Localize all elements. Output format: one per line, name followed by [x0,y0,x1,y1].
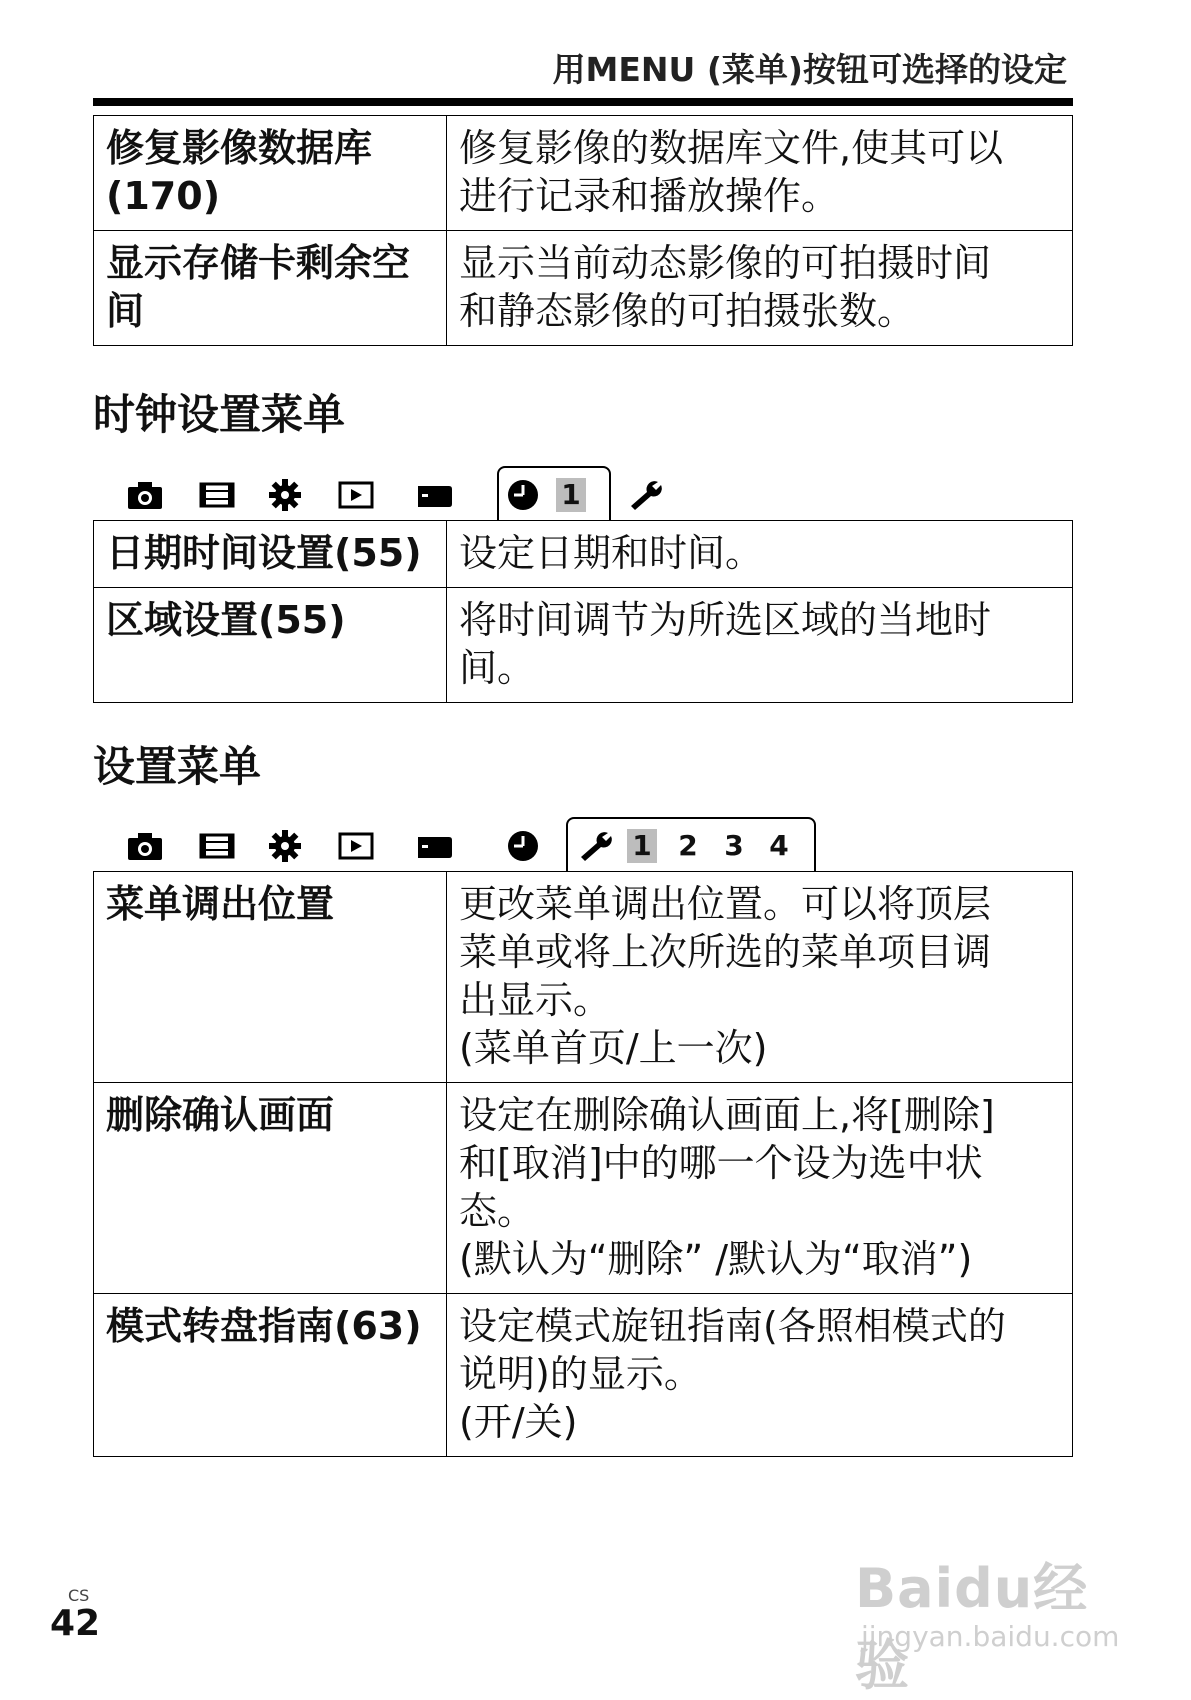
table-row [94,872,1073,1083]
clock-icon[interactable] [503,829,543,863]
tab-page-2[interactable]: 2 [678,829,698,862]
gear-icon[interactable] [265,478,305,512]
wrench-icon[interactable] [575,829,615,863]
clock-table [93,520,1073,703]
watermark-logo: Baidu经验 [855,1557,1089,1697]
header-title: 用MENU (菜单)按钮可选择的设定 [552,50,1067,89]
row-desc: 显示当前动态影像的可拍摄时间 和静态影像的可拍摄张数。 [447,231,1073,346]
page-number: 42 [50,1603,101,1644]
setup-menu-tabs [93,817,1073,871]
watermark-url: jingyan.baidu.com [861,1620,1120,1653]
wrench-icon[interactable] [625,478,665,512]
table-row [94,588,1073,703]
clock-menu-tabs [93,466,1073,520]
gear-icon[interactable] [265,829,305,863]
card-icon[interactable] [415,829,455,863]
row-name: 显示存储卡剩余空间 [94,231,447,346]
page-header [93,38,1073,106]
row-name: 删除确认画面 [94,1083,447,1294]
table-row [94,521,1073,588]
row-desc: 修复影像的数据库文件,使其可以 进行记录和播放操作。 [447,116,1073,231]
tab-page-1[interactable]: 1 [556,478,586,512]
setup-section-title: 设置菜单 [93,742,262,791]
table-row [94,1083,1073,1294]
film-icon[interactable] [197,478,237,512]
playback-icon[interactable] [336,478,376,512]
watermark [855,1540,1135,1697]
clock-section-title: 时钟设置菜单 [93,390,346,439]
row-desc: 更改菜单调出位置。可以将顶层 菜单或将上次所选的菜单项目调 出显示。 (菜单首页/上一次) [447,872,1073,1083]
row-name: 日期时间设置(55) [94,521,447,588]
film-icon[interactable] [197,829,237,863]
row-name: 区域设置(55) [94,588,447,703]
row-desc: 设定在删除确认画面上,将[删除] 和[取消]中的哪一个设为选中状 态。 (默认为“删除” /默认为“取消”) [447,1083,1073,1294]
row-name: 菜单调出位置 [94,872,447,1083]
row-desc: 设定模式旋钮指南(各照相模式的 说明)的显示。 (开/关) [447,1294,1073,1457]
camera-icon[interactable] [125,478,165,512]
row-desc: 设定日期和时间。 [447,521,1073,588]
language-code: CS [68,1586,90,1605]
camera-icon[interactable] [125,829,165,863]
clock-icon[interactable] [503,478,543,512]
setup-table [93,871,1073,1457]
table-row [94,231,1073,346]
row-name: 修复影像数据库 (170) [94,116,447,231]
tab-page-4[interactable]: 4 [769,829,789,862]
card-icon[interactable] [415,478,455,512]
playback-icon[interactable] [336,829,376,863]
top-table [93,115,1073,346]
table-row [94,1294,1073,1457]
table-row [94,116,1073,231]
tab-page-1[interactable]: 1 [627,829,657,863]
tab-page-3[interactable]: 3 [724,829,744,862]
row-desc: 将时间调节为所选区域的当地时 间。 [447,588,1073,703]
row-name: 模式转盘指南(63) [94,1294,447,1457]
